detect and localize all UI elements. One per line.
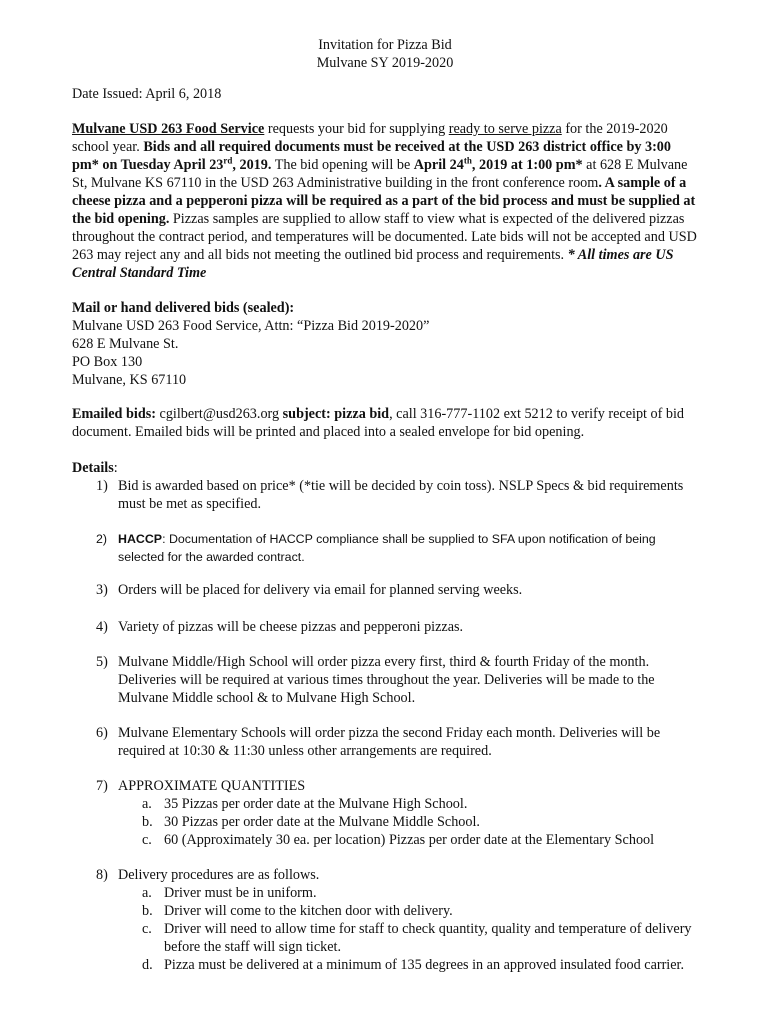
sub-list-item — [142, 831, 698, 849]
list-text: Orders will be placed for delivery via email for planned serving weeks. — [118, 582, 523, 598]
sub-list-text: Driver will come to the kitchen door with delivery. — [164, 903, 453, 919]
intro-text-5: Pizzas samples are supplied to allow staff to view what is expected of the delivered pizzas throughout the contract period, and temperatures will be documented. Late bids will not be accepted and USD 263 may reject any and all bids not meeting the outlined bid process and requirements. — [72, 211, 697, 263]
mail-address-line: Mulvane USD 263 Food Service, Attn: “Pizza Bid 2019-2020” — [72, 318, 430, 334]
email-subject: subject: pizza bid — [282, 406, 390, 422]
sub-list-letter: d. — [142, 957, 153, 973]
list-number: 8) — [96, 867, 108, 883]
mail-section — [72, 299, 700, 389]
details-heading-text: Details — [72, 460, 114, 476]
intro-org: Mulvane USD 263 Food Service — [72, 121, 265, 137]
sub-list-text: Driver must be in uniform. — [164, 885, 317, 901]
list-item — [96, 653, 698, 707]
intro-text-1: requests your bid for supplying — [264, 121, 449, 137]
mail-address-line: PO Box 130 — [72, 354, 143, 370]
list-item — [96, 866, 698, 974]
sub-list-letter: b. — [142, 903, 153, 919]
sub-list-letter: a. — [142, 796, 152, 812]
haccp-label: HACCP — [118, 532, 163, 546]
list-number: 7) — [96, 778, 108, 794]
sub-list-item — [142, 956, 698, 974]
list-number: 6) — [96, 725, 108, 741]
mail-address-line: 628 E Mulvane St. — [72, 336, 179, 352]
intro-opening-sup: th — [463, 155, 472, 166]
list-text: Bid is awarded based on price* (*tie will be decided by coin toss). NSLP Specs & bid requirements must be met as specified. — [118, 478, 684, 512]
list-item — [96, 530, 698, 566]
list-item — [96, 477, 698, 513]
list-number: 4) — [96, 619, 108, 635]
email-label: Emailed bids: — [72, 406, 156, 422]
list-number: 1) — [96, 478, 108, 494]
list-text: Variety of pizzas will be cheese pizzas and pepperoni pizzas. — [118, 619, 464, 635]
email-instructions: , call 316-777-1102 ext 5212 to verify receipt of bid document. Emailed bids will be printed and placed into a sealed envelope for bid opening. — [72, 406, 685, 440]
sub-list-text: Pizza must be delivered at a minimum of 135 degrees in an approved insulated food carrier. — [164, 957, 685, 973]
intro-deadline-end: , 2019. — [232, 157, 272, 173]
sub-list-text: Driver will need to allow time for staff to check quantity, quality and temperature of delivery before the staff will sign ticket. — [164, 921, 692, 955]
intro-text-4: at 628 E Mulvane St, Mulvane KS 67110 in the USD 263 Administrative building in the front conference room — [72, 157, 688, 191]
intro-opening-end: , 2019 at 1:00 pm* — [471, 157, 583, 173]
email-address: cgilbert@usd263.org — [155, 406, 283, 422]
sub-list-text: 30 Pizzas per order date at the Mulvane Middle School. — [164, 814, 480, 830]
sub-list-text: 60 (Approximately 30 ea. per location) Pizzas per order date at the Elementary School — [164, 832, 655, 848]
sub-list-letter: c. — [142, 921, 152, 937]
intro-text-3: The bid opening will be — [271, 157, 414, 173]
intro-product: ready to serve pizza — [448, 121, 562, 137]
intro-time-note: * All times are US Central Standard Time — [72, 247, 674, 281]
intro-paragraph — [72, 120, 700, 282]
sub-list-letter: c. — [142, 832, 152, 848]
list-item — [96, 618, 698, 636]
list-item — [96, 777, 698, 849]
intro-text-2: for the 2019-2020 school year. — [72, 121, 668, 155]
list-item — [96, 724, 698, 760]
sub-list-item — [142, 902, 698, 920]
list-text: Delivery procedures are as follows. — [118, 867, 320, 883]
sub-list-item — [142, 813, 698, 831]
list-item — [96, 581, 698, 599]
document-subtitle: Mulvane SY 2019-2020 — [316, 55, 454, 71]
mail-address-line: Mulvane, KS 67110 — [72, 372, 187, 388]
sub-list-letter: a. — [142, 885, 152, 901]
list-number: 5) — [96, 654, 108, 670]
sub-list-item — [142, 795, 698, 813]
intro-deadline-sup: rd — [223, 155, 233, 166]
list-text: Mulvane Elementary Schools will order pizza the second Friday each month. Deliveries will be required at 10:30 & 11:30 unless other arrangements are required. — [118, 725, 661, 759]
details-heading-colon: : — [113, 460, 118, 476]
email-section — [72, 405, 700, 441]
intro-sample-requirement: . A sample of a cheese pizza and a pepperoni pizza will be required as a part of the bid process and must be supplied at the bid opening. — [72, 175, 696, 227]
list-text: Mulvane Middle/High School will order pizza every first, third & fourth Friday of the month. Deliveries will be required at various times throughout the year. Deliveries will be made to the Mulvane Middle school & to Mulvane High School. — [118, 654, 655, 706]
document-title-block — [0, 36, 770, 72]
list-number: 2) — [96, 532, 108, 546]
sub-list-text: 35 Pizzas per order date at the Mulvane High School. — [164, 796, 468, 812]
sub-list-letter: b. — [142, 814, 153, 830]
sub-list-item — [142, 920, 698, 956]
mail-heading: Mail or hand delivered bids (sealed): — [72, 300, 295, 316]
date-issued: Date Issued: April 6, 2018 — [72, 86, 222, 102]
intro-deadline: Bids and all required documents must be received at the USD 263 district office by 3:00 pm* on Tuesday April 23 — [72, 139, 671, 173]
list-number: 3) — [96, 582, 108, 598]
list-text: APPROXIMATE QUANTITIES — [118, 778, 306, 794]
details-heading — [72, 459, 700, 477]
intro-opening: April 24 — [413, 157, 464, 173]
document-title: Invitation for Pizza Bid — [318, 37, 452, 53]
list-text: : Documentation of HACCP compliance shall be supplied to SFA upon notification of being selected for the awarded contract. — [118, 532, 656, 564]
sub-list-item — [142, 884, 698, 902]
